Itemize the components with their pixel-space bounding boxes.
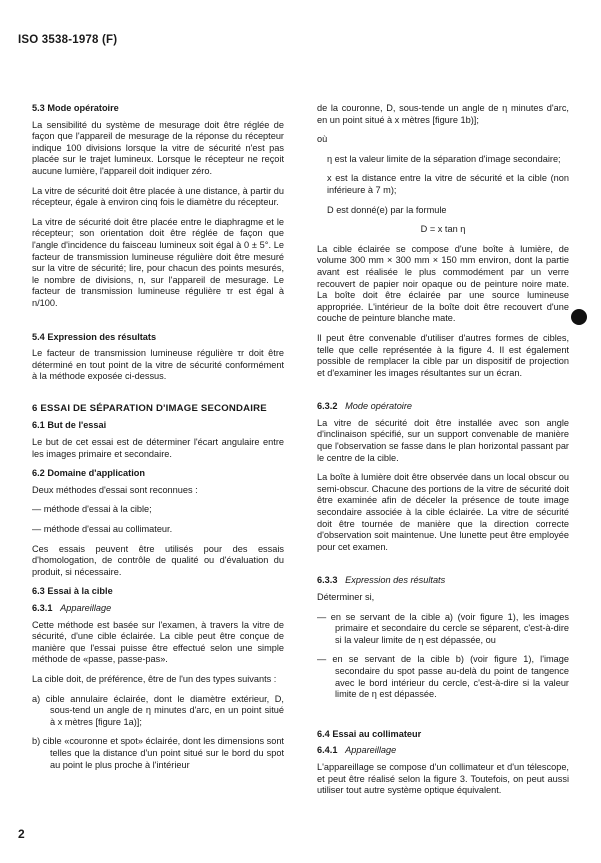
paragraph: où: [317, 134, 328, 145]
paragraph: La boîte à lumière doit être observée dans un local obscur ou semi-obscur. Chacune des portions de la vitre de sécurité doit être examinée afin de déceler la présence de toute image secondaire associée à la cible éclairée. La vitre de sécurité doit être tournée de manière que la direction correcte d'observation soit maintenue. Une lunette peut être employée pour cet examen.: [317, 472, 569, 552]
paragraph: de la couronne, D, sous-tende un angle de η minutes d'arc, en un point situé à x mètres [figure 1b)];: [317, 103, 569, 125]
standard-id: ISO 3538-1978 (F): [18, 34, 118, 46]
punch-hole-mark: [571, 309, 587, 325]
section-6-2-title: 6.2 Domaine d'application: [32, 468, 145, 479]
paragraph: Deux méthodes d'essai sont reconnues :: [32, 484, 198, 495]
section-6-3-title: 6.3 Essai à la cible: [32, 586, 113, 597]
paragraph: La vitre de sécurité doit être placée à une distance, à partir du récepteur, égale à environ cinq fois le diamètre du récepteur.: [32, 185, 284, 208]
section-5-4-title: 5.4 Expression des résultats: [32, 331, 157, 342]
paragraph: Le but de cet essai est de déterminer l'écart angulaire entre les images primaire et secondaire.: [32, 437, 284, 459]
list-item: b) cible «couronne et spot» éclairée, dont les dimensions sont telles que la distance d'un point situé sur le bord du spot au point le plus proche à l'intérieur: [32, 736, 284, 770]
paragraph: Il peut être convenable d'utiliser d'autres formes de cibles, telle que celle représentée à la figure 4. Il est également possible de remplacer la cible par un dispositif de projection et d'examiner les images résultantes sur un écran.: [317, 332, 569, 378]
definition-item: x est la distance entre la vitre de sécurité et la cible (non inférieure à 7 m);: [327, 173, 569, 195]
section-5-3-title: 5.3 Mode opératoire: [32, 103, 119, 113]
section-number: 6.3.3: [317, 575, 338, 586]
list-item: — en se servant de la cible b) (voir figure 1), l'image secondaire du spot passe au-delà du point de tangence avec le bord intérieur du cercle, c'est-à-dire si la valeur limite de η est dépassée.: [317, 654, 569, 700]
section-number: 6.4.1: [317, 745, 338, 756]
right-column: [317, 103, 569, 805]
paragraph: La cible éclairée se compose d'une boîte à lumière, de volume 300 mm × 300 mm × 150 mm environ, dont la partie avant est réalisée le plus commodément par un verre recouvert de papier noir opaque ou de peinture noire mate. La boîte doit être éclairée par une source lumineuse appropriée. L'intérieur de la boîte doit être recouvert d'une couche de peinture blanche mate.: [317, 243, 569, 324]
left-column: [32, 103, 284, 779]
section-6-4-title: 6.4 Essai au collimateur: [317, 728, 422, 739]
section-6-3-3-title: [317, 575, 569, 587]
paragraph: La cible doit, de préférence, être de l'un des types suivants :: [32, 673, 277, 684]
paragraph: L'appareillage se compose d'un collimateur et d'un télescope, et peut être réalisé selon la figure 3. Toutefois, on peut aussi utiliser tout autre système optique équivalent.: [317, 761, 569, 796]
formula: D = x tan η: [420, 224, 466, 235]
section-6-title: 6 ESSAI DE SÉPARATION D'IMAGE SECONDAIRE: [32, 402, 267, 414]
section-number: 6.3.2: [317, 401, 338, 412]
section-6-3-2-title: [317, 401, 569, 413]
section-6-4-1-title: [317, 745, 569, 757]
paragraph: La vitre de sécurité doit être placée entre le diaphragme et le récepteur; son orientation doit être réglée de façon que l'angle d'incidence du faisceau lumineux soit égal à 0 ± 5°. Le facteur de transmission lumineuse régulière doit être mesuré sur la vitre de sécurité; lire, pour chacun des points mesurés, le nombre de divisions, n, sur l'appareil de mesurage. Le facteur de transmission lumineuse régulière τr est égal à n/100.: [32, 216, 284, 308]
list-item: a) cible annulaire éclairée, dont le diamètre extérieur, D, sous-tend un angle de η minutes d'arc, en un point situé à x mètres [figure 1a)];: [32, 693, 284, 727]
list-item: — méthode d'essai à la cible;: [32, 504, 152, 515]
section-heading: Appareillage: [60, 603, 112, 613]
definition-item: D est donné(e) par la formule: [327, 204, 447, 215]
list-item: — en se servant de la cible a) (voir figure 1), les images primaire et secondaire du cercle se séparent, c'est-à-dire si la valeur limite de η est dépassée, ou: [317, 611, 569, 645]
section-6-1-title: 6.1 But de l'essai: [32, 420, 107, 431]
definition-item: η est la valeur limite de la séparation d'image secondaire;: [327, 153, 561, 164]
paragraph: Cette méthode est basée sur l'examen, à travers la vitre de sécurité, d'une cible éclairée. La cible peut être conçue de manière que l'essai puisse être effectué selon une simple méthode de «passe, passe-pas».: [32, 619, 284, 665]
page-number: 2: [18, 827, 25, 841]
paragraph: Déterminer si,: [317, 592, 375, 602]
section-heading: Appareillage: [345, 745, 397, 756]
section-heading: Expression des résultats: [345, 575, 446, 586]
section-number: 6.3.1: [32, 603, 53, 613]
list-item: — méthode d'essai au collimateur.: [32, 524, 173, 535]
section-6-3-1-title: [32, 603, 284, 615]
paragraph: La sensibilité du système de mesurage doit être réglée de façon que l'appareil de mesurage de la réponse du récepteur indique 100 divisions lorsque la vitre de sécurité n'est pas placée sur le trajet lumineux. Lorsque le récepteur ne reçoit aucune lumière, l'appareil doit indiquer zéro.: [32, 119, 284, 176]
paragraph: La vitre de sécurité doit être installée avec son angle d'inclinaison spécifié, sur un support convenable de manière que l'observation se fasse dans le plan horizontal passant par le centre de la cible.: [317, 417, 569, 463]
paragraph: Le facteur de transmission lumineuse régulière τr doit être déterminé en tout point de la vitre de sécurité conformément à la méthode exposée ci-dessus.: [32, 348, 284, 382]
paragraph: Ces essais peuvent être utilisés pour des essais d'homologation, de contrôle de qualité ou d'évaluation du produit, si nécessaire.: [32, 543, 284, 577]
section-heading: Mode opératoire: [345, 401, 413, 412]
